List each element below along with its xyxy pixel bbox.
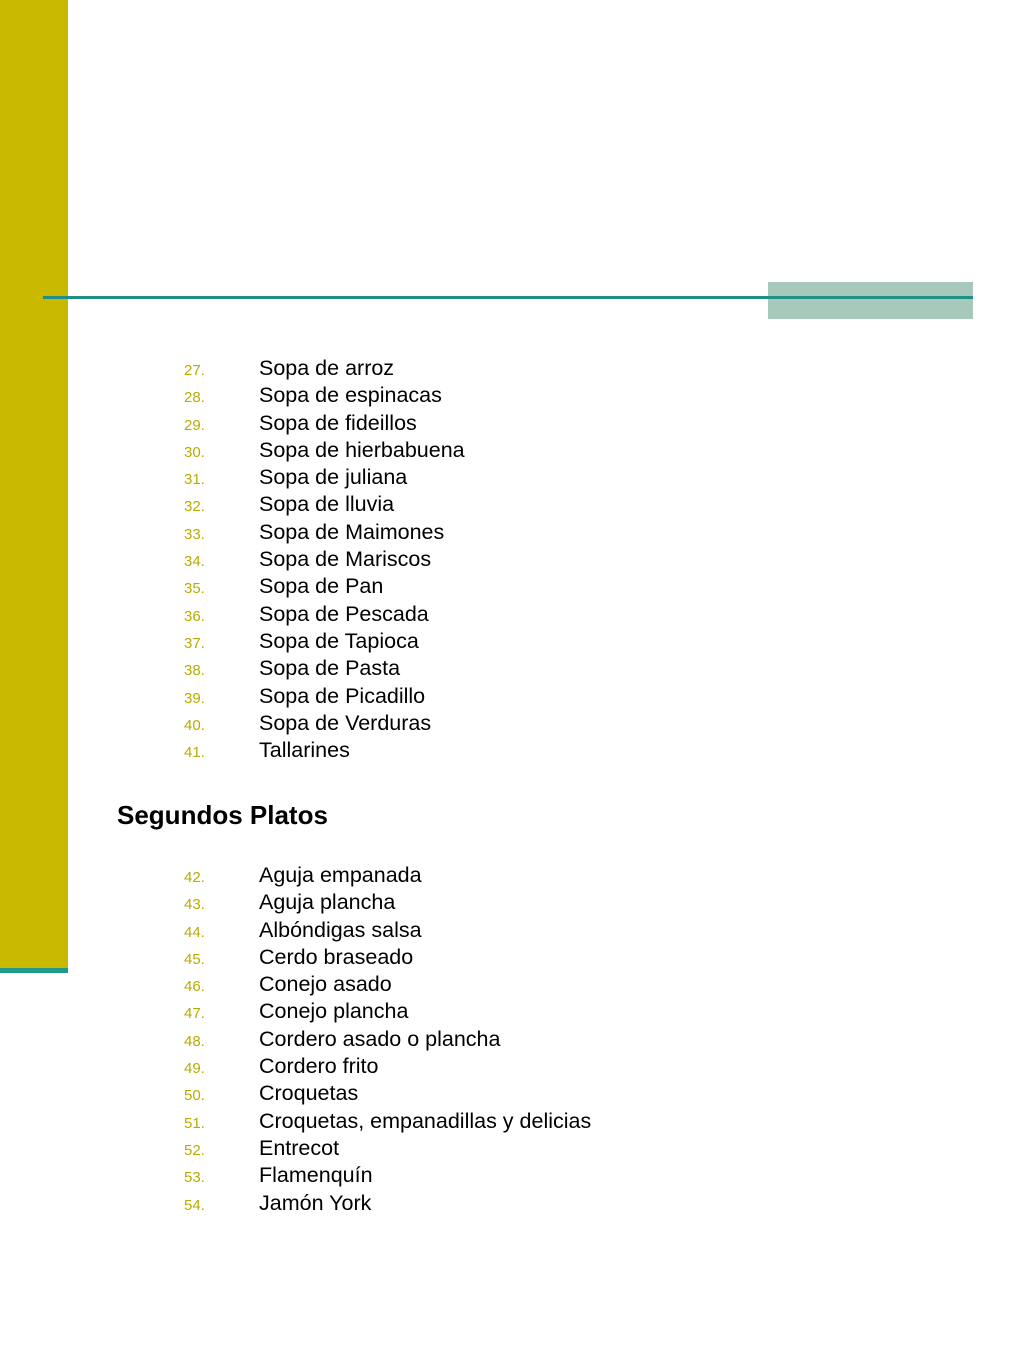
item-label: Sopa de Tapioca xyxy=(259,628,419,653)
item-number: 48. xyxy=(184,1032,205,1050)
item-number: 54. xyxy=(184,1196,205,1214)
item-number: 34. xyxy=(184,553,205,571)
item-number: 30. xyxy=(184,443,205,461)
item-label: Conejo plancha xyxy=(259,999,409,1024)
item-label: Cordero asado o plancha xyxy=(259,1026,501,1051)
item-number: 42. xyxy=(184,869,205,886)
item-label: Sopa de hierbabuena xyxy=(259,437,465,462)
item-number: 51. xyxy=(184,1114,205,1132)
item-label: Jamón York xyxy=(259,1190,372,1215)
item-number: 46. xyxy=(184,978,205,996)
item-label: Flamenquín xyxy=(259,1163,373,1188)
item-number: 35. xyxy=(184,580,205,598)
item-number: 38. xyxy=(184,662,205,680)
item-number: 43. xyxy=(184,896,205,914)
item-label: Sopa de espinacas xyxy=(259,383,442,408)
item-number: 40. xyxy=(184,716,205,734)
item-label: Sopa de lluvia xyxy=(259,492,395,517)
item-label: Croquetas, empanadillas y delicias xyxy=(259,1108,592,1133)
item-label: Tallarines xyxy=(259,738,350,763)
left-bar-accent xyxy=(0,968,68,973)
item-number: 39. xyxy=(184,689,205,707)
item-label: Sopa de juliana xyxy=(259,465,408,490)
item-label: Sopa de Pescada xyxy=(259,601,429,626)
item-label: Sopa de arroz xyxy=(259,356,395,380)
item-label: Cordero frito xyxy=(259,1054,379,1079)
left-decorative-bar xyxy=(0,0,68,968)
item-number: 49. xyxy=(184,1060,205,1078)
section-heading-segundos-platos: Segundos Platos xyxy=(117,800,328,830)
item-number: 47. xyxy=(184,1005,205,1023)
item-label: Aguja empanada xyxy=(259,863,422,887)
item-label: Sopa de Picadillo xyxy=(259,683,426,708)
item-number: 36. xyxy=(184,607,205,625)
item-label: Sopa de Pasta xyxy=(259,656,401,681)
accent-box-stripe xyxy=(768,296,973,299)
item-number: 41. xyxy=(184,744,205,762)
item-label: Sopa de Maimones xyxy=(259,519,445,544)
item-label: Entrecot xyxy=(259,1135,340,1160)
item-number: 31. xyxy=(184,471,205,489)
item-label: Cerdo braseado xyxy=(259,944,414,969)
item-label: Conejo asado xyxy=(259,972,392,997)
item-number: 33. xyxy=(184,525,205,543)
item-label: Albóndigas salsa xyxy=(259,917,422,942)
item-label: Croquetas xyxy=(259,1081,359,1106)
item-label: Aguja plancha xyxy=(259,890,396,915)
header-accent-box xyxy=(768,282,973,319)
item-number: 27. xyxy=(184,362,205,379)
item-number: 32. xyxy=(184,498,205,516)
item-number: 28. xyxy=(184,389,205,407)
item-number: 53. xyxy=(184,1169,205,1187)
item-number: 29. xyxy=(184,416,205,434)
item-label: Sopa de Mariscos xyxy=(259,547,432,572)
item-number: 37. xyxy=(184,634,205,652)
item-label: Sopa de fideillos xyxy=(259,410,417,435)
item-label: Sopa de Verduras xyxy=(259,710,432,735)
item-number: 45. xyxy=(184,950,205,968)
item-number: 44. xyxy=(184,923,205,941)
item-label: Sopa de Pan xyxy=(259,574,384,599)
item-number: 52. xyxy=(184,1141,205,1159)
item-number: 50. xyxy=(184,1087,205,1105)
